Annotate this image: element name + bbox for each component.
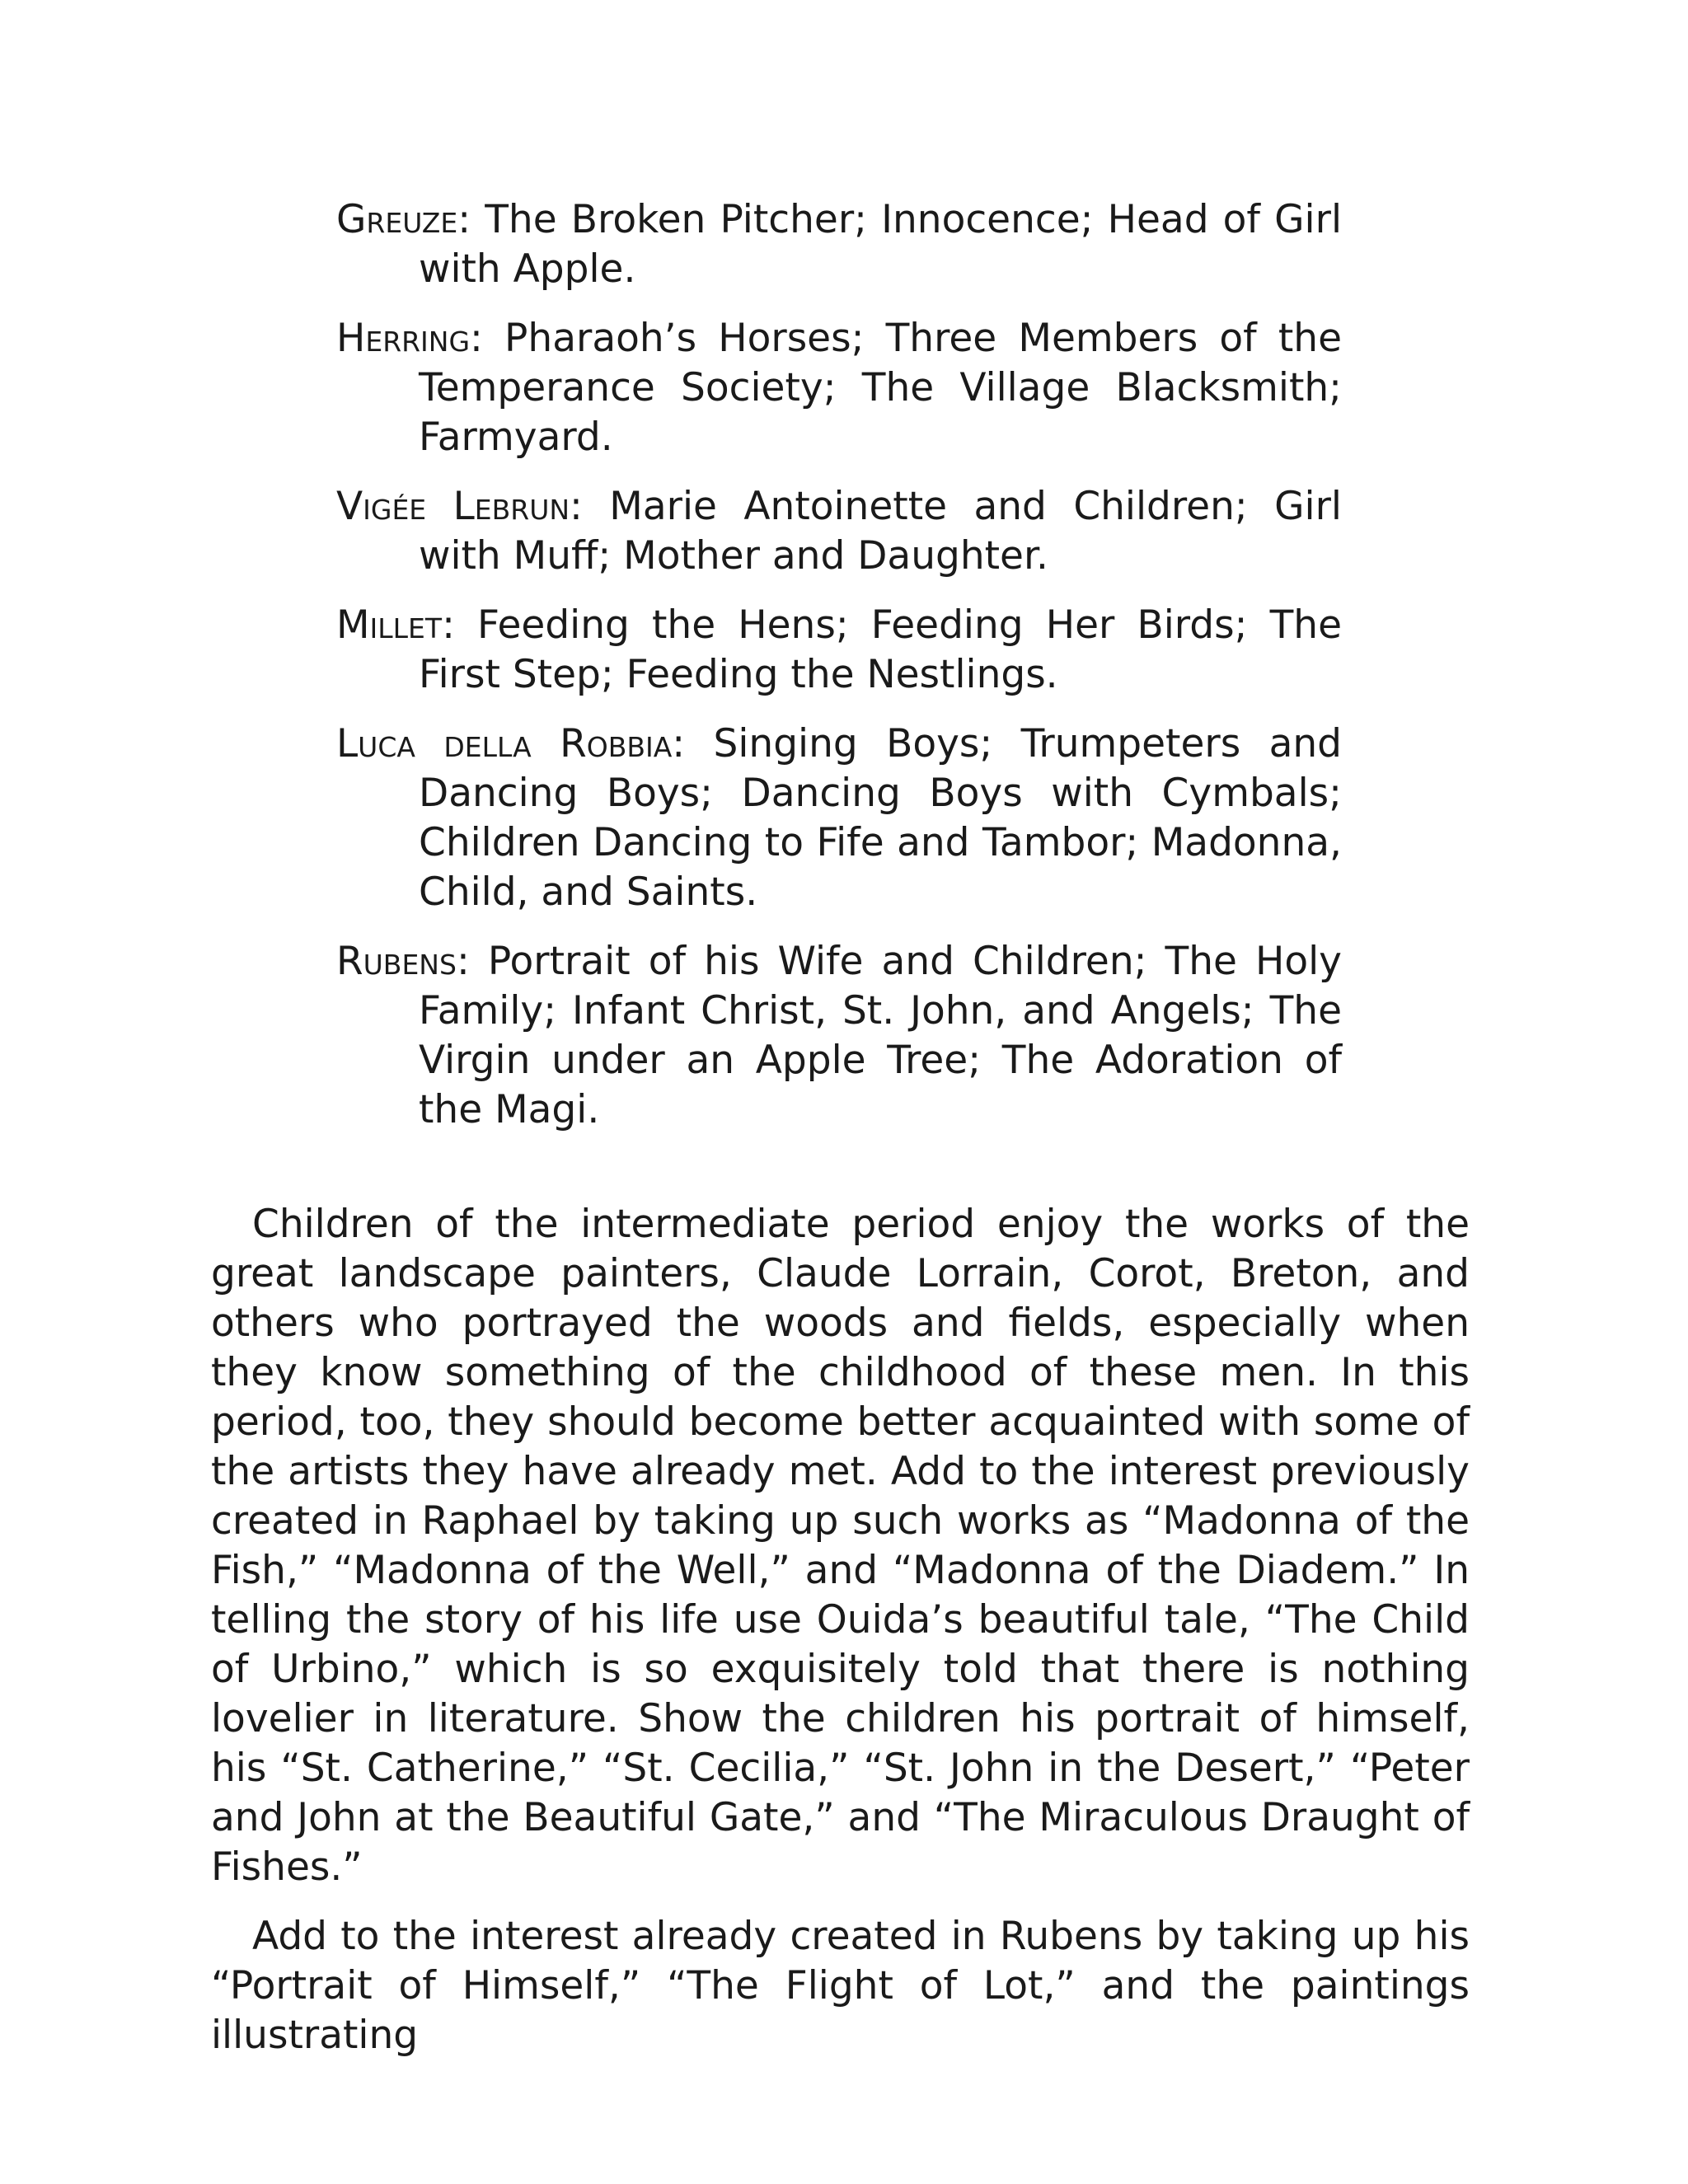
artist-works: : Feeding the Hens; Feeding Her Birds; The First Step; Feeding the Nestlings. (419, 602, 1342, 697)
artist-name: Luca della Robbia (336, 721, 673, 766)
artist-works: : Singing Boys; Trumpeters and Dancing Boys; Dancing Boys with Cymbals; Children Dancing to Fife and Tambor; Madonna, Child, and Saints. (419, 721, 1342, 915)
list-item (336, 601, 1342, 700)
artist-name: Millet (336, 602, 443, 648)
list-item (336, 937, 1342, 1135)
artist-name: Herring (336, 316, 471, 361)
artist-name: Rubens (336, 939, 457, 984)
artist-name: Vigée Lebrun (336, 484, 570, 529)
artist-works: : The Broken Pitcher; Innocence; Head of Girl with Apple. (419, 197, 1342, 292)
list-item (336, 314, 1342, 462)
paragraph: Add to the interest already created in Rubens by taking up his “Portrait of Himself,” “The Flight of Lot,” and the paintings illustrating (211, 1914, 1470, 2058)
list-item (336, 195, 1342, 294)
artist-works: : Pharaoh’s Horses; Three Members of the Temperance Society; The Village Blacksmith; Farmyard. (419, 316, 1342, 460)
body-text (211, 1200, 1470, 2080)
artist-works: : Portrait of his Wife and Children; The Holy Family; Infant Christ, St. John, and Angels; The Virgin under an Apple Tree; The Adoration of the Magi. (419, 939, 1342, 1132)
paragraph: Children of the intermediate period enjoy the works of the great landscape painters, Claude Lorrain, Corot, Breton, and others who portrayed the woods and fields, especially when they know something of the childhood of these men. In this period, too, they should become better acquainted with some of the artists they have already met. Add to the interest previously created in Raphael by taking up such works as “Madonna of the Fish,” “Madonna of the Well,” and “Madonna of the Diadem.” In telling the story of his life use Ouida’s beautiful tale, “The Child of Urbino,” which is so exquisitely told that there is nothing lovelier in literature. Show the children his portrait of himself, his “St. Catherine,” “St. Cecilia,” “St. John in the Desert,” “Peter and John at the Beautiful Gate,” and “The Miraculous Draught of Fishes.” (211, 1202, 1470, 1890)
artist-list (336, 195, 1342, 1155)
artist-name: Greuze (336, 197, 458, 242)
list-item (336, 719, 1342, 917)
artist-works: : Marie Antoinette and Children; Girl with Muff; Mother and Daughter. (419, 484, 1342, 579)
list-item (336, 482, 1342, 581)
